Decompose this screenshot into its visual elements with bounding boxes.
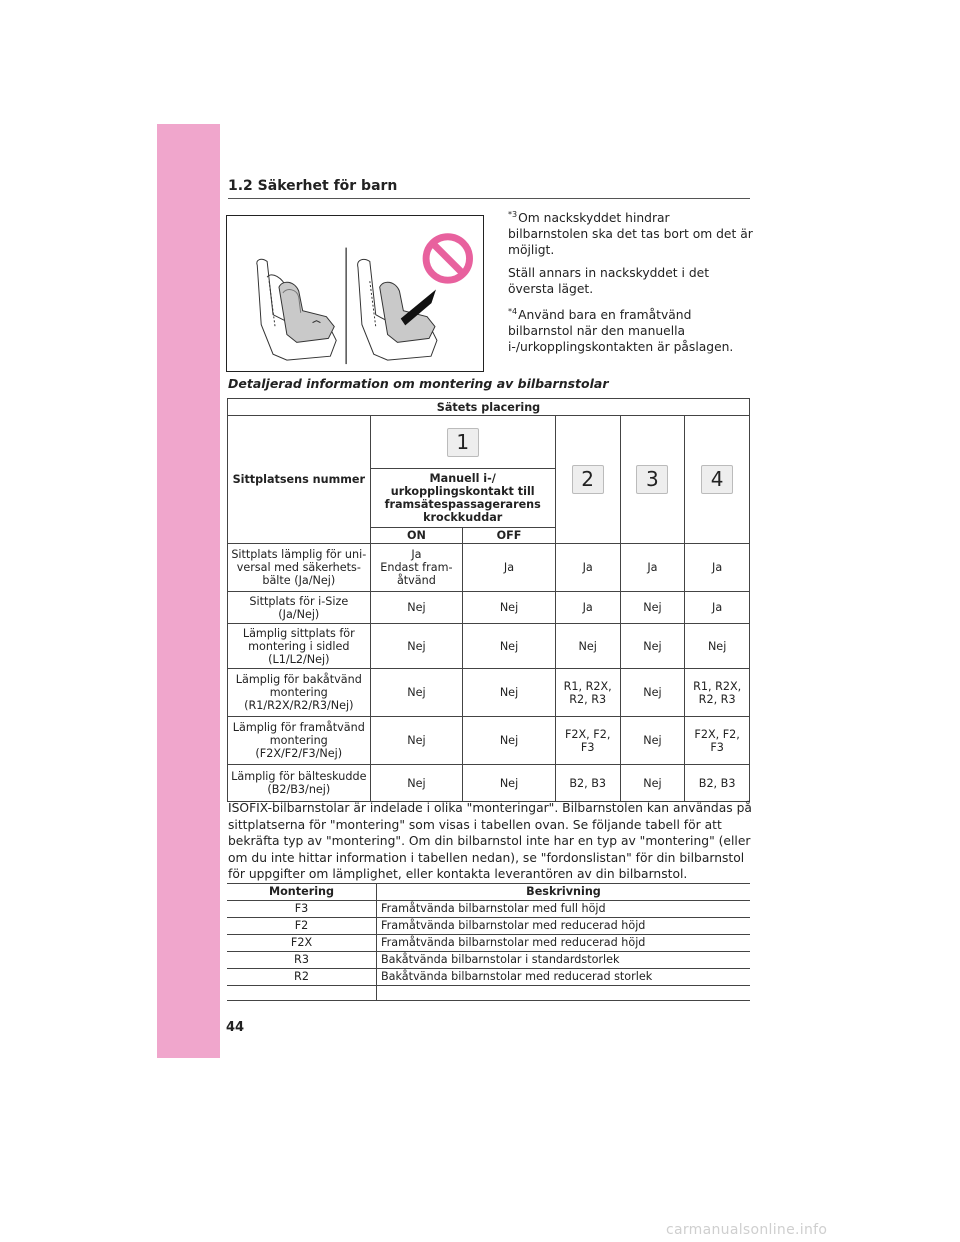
table-spacer-row [227,986,750,1001]
spacer-cell [227,986,377,1001]
row-label: Lämplig för bakåtvänd montering (R1/R2X/R2/R3/Nej) [228,669,371,717]
row-value: Nej [463,765,556,802]
mounting-header: Montering [227,884,377,901]
row-value: Ja [685,592,750,624]
subheading: Detaljerad information om montering av bilbarnstolar [228,376,609,391]
table-row [227,969,750,986]
row-label: Sittplats för i-Size (Ja/Nej) [228,592,371,624]
switch-off-label: OFF [463,528,556,544]
description-header: Beskrivning [377,884,751,901]
row-label: Sittplats lämplig för uni-versal med säkerhets-bälte (Ja/Nej) [228,544,371,592]
table-row [228,765,750,802]
mounting-description: Framåtvända bilbarnstolar med full höjd [377,901,751,918]
mounting-description: Framåtvända bilbarnstolar med reducerad höjd [377,918,751,935]
row-value: Nej [620,765,685,802]
seat-placement-table [227,398,750,802]
footnote [508,304,753,355]
row-value: Nej [620,669,685,717]
row-value: Nej [463,717,556,765]
seat-position-badge [447,428,479,457]
table-row [227,952,750,969]
airbag-switch-label: Manuell i-/ urkopplingskontakt till framsätespassagerarens krockkuddar [370,469,555,528]
row-value: Nej [370,669,463,717]
position-4-cell [685,416,750,544]
mounting-code: F2X [227,935,377,952]
row-value: Nej [620,624,685,669]
row-value: Nej [370,765,463,802]
vehicle-seat-with-headrest-icon [358,259,437,360]
seat-position-number: 4 [710,467,724,491]
page-side-strip [157,124,220,1058]
seat-number-label: Sittplatsens nummer [228,416,371,544]
footnotes [508,207,753,362]
row-value: Nej [463,624,556,669]
seat-position-badge [572,465,604,494]
row-value: R1, R2X, R2, R3 [685,669,750,717]
child-seat-illustration [226,215,484,372]
seat-position-number: 3 [646,467,659,491]
footnote-mark: *3 [508,210,518,219]
table-row [228,544,750,592]
prohibition-icon [426,237,469,280]
footnote-text: Använd bara en framåtvänd bilbarnstol när den manuella i-/urkopplingskontakten är påslagen. [508,308,734,354]
footnote-text: Om nackskyddet hindrar bilbarnstolen ska det tas bort om det är möjligt. [508,211,753,257]
row-value: B2, B3 [685,765,750,802]
isofix-paragraph: ISOFIX-bilbarnstolar är indelade i olika "monteringar". Bilbarnstolen kan användas på sittplatserna för "montering" som visas i tabellen ovan. Se följande tabell för att bekräfta typ av "montering". Om din bilbarnstol inte har en typ av "montering" (eller om du inte hittar information i tabellen nedan), se "fordonslistan" för din bilbarnstol för uppgifter om lämplighet, eller kontakta leverantören av din bilbarnstol. [228,801,752,881]
mounting-code: F2 [227,918,377,935]
row-value: F2X, F2, F3 [555,717,620,765]
row-value: Ja [555,544,620,592]
table-row [228,717,750,765]
row-label: Lämplig för framåtvänd montering (F2X/F2/F3/Nej) [228,717,371,765]
table-row [227,901,750,918]
row-value: Ja [620,544,685,592]
seat-position-number: 2 [581,467,595,491]
table-row [227,935,750,952]
row-label: Lämplig för bälteskudde (B2/B3/nej) [228,765,371,802]
row-value: Nej [370,717,463,765]
row-value: Nej [685,624,750,669]
footnote [508,265,753,297]
position-1-cell [370,416,555,469]
mounting-description: Bakåtvända bilbarnstolar med reducerad storlek [377,969,751,986]
section-divider [228,198,750,199]
vehicle-seat-with-child-seat-icon [257,259,336,360]
table-row [227,918,750,935]
mounting-code: R3 [227,952,377,969]
mounting-table [227,883,750,1001]
table-row [228,592,750,624]
position-2-cell [555,416,620,544]
placement-header: Sätets placering [228,399,750,416]
position-3-cell [620,416,685,544]
row-value: Ja [685,544,750,592]
footnote-text: Ställ annars in nackskyddet i det översta läget. [508,266,710,296]
mounting-description: Framåtvända bilbarnstolar med reducerad höjd [377,935,751,952]
row-value: R1, R2X, R2, R3 [555,669,620,717]
row-value: Nej [370,624,463,669]
footnote [508,207,753,258]
seat-position-badge [701,465,733,494]
row-value: Nej [370,592,463,624]
row-value: Ja [555,592,620,624]
watermark: carmanualsonline.info [666,1222,828,1238]
switch-on-label: ON [370,528,463,544]
row-value: Nej [555,624,620,669]
row-value: Nej [620,592,685,624]
page-number: 44 [226,1020,245,1035]
row-value: Nej [463,592,556,624]
row-value: Nej [620,717,685,765]
seat-position-badge [636,465,668,494]
row-value: Ja Endast fram-åtvänd [370,544,463,592]
mounting-description: Bakåtvända bilbarnstolar i standardstorlek [377,952,751,969]
mounting-code: F3 [227,901,377,918]
spacer-cell [377,986,751,1001]
row-value: B2, B3 [555,765,620,802]
row-value: Ja [463,544,556,592]
row-value: Nej [463,669,556,717]
seat-position-number: 1 [456,429,470,454]
row-value: F2X, F2, F3 [685,717,750,765]
row-label: Lämplig sittplats för montering i sidled (L1/L2/Nej) [228,624,371,669]
section-title: 1.2 Säkerhet för barn [228,178,398,194]
mounting-code: R2 [227,969,377,986]
table-row [228,669,750,717]
footnote-mark: *4 [508,307,518,316]
table-row [228,624,750,669]
